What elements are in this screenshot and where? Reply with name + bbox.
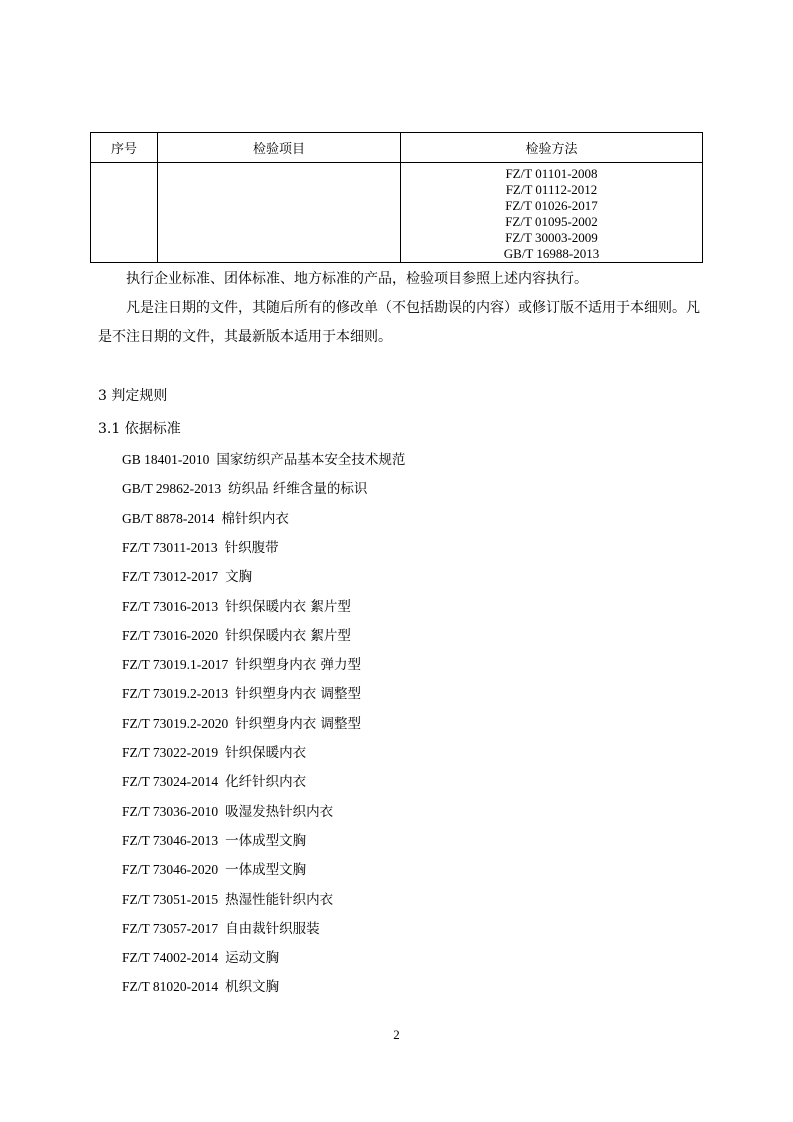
standard-title: 针织保暖内衣 絮片型 — [225, 598, 351, 615]
standard-item — [122, 858, 306, 878]
inspection-table — [90, 132, 703, 263]
method-standard: FZ/T 01112-2012 — [505, 182, 598, 197]
standard-code: FZ/T 73011-2013 — [122, 539, 218, 555]
standard-title: 运动文胸 — [225, 950, 280, 967]
standard-title: 化纤针织内衣 — [225, 774, 307, 791]
standard-item — [122, 712, 361, 732]
standard-item — [122, 741, 306, 761]
method-standard: FZ/T 01026-2017 — [505, 198, 598, 213]
standard-item — [122, 595, 351, 615]
standard-code: FZ/T 73051-2015 — [122, 891, 219, 907]
standard-code: FZ/T 74002-2014 — [122, 950, 219, 966]
cell-methods — [401, 163, 703, 263]
standard-code: FZ/T 73024-2014 — [122, 774, 219, 790]
standard-item — [122, 477, 367, 497]
paragraph: 凡是注日期的文件，其随后所有的修改单（不包括勘误的内容）或修订版不适用于本细则。凡 — [126, 300, 700, 316]
standard-title: 一体成型文胸 — [225, 862, 307, 879]
standard-code: GB 18401-2010 — [122, 452, 210, 467]
method-standard: FZ/T 01101-2008 — [505, 166, 598, 181]
standard-title: 针织保暖内衣 — [225, 745, 307, 761]
standard-code: FZ/T 73019.2-2013 — [122, 686, 229, 702]
method-standard: FZ/T 01095-2002 — [505, 214, 598, 229]
cell-serial — [91, 163, 158, 263]
subsection-heading: 3.1 依据标准 — [98, 421, 181, 437]
table-row — [91, 163, 703, 263]
standard-code: FZ/T 73036-2010 — [122, 803, 219, 819]
standard-code: FZ/T 73019.2-2020 — [122, 715, 229, 731]
standard-item — [122, 448, 405, 468]
standard-code: FZ/T 73046-2013 — [122, 832, 219, 848]
standard-item — [122, 536, 279, 556]
page-number: 2 — [393, 1027, 400, 1042]
standard-item — [122, 770, 306, 790]
standard-title: 针织保暖内衣 絮片型 — [225, 627, 351, 644]
standard-code: FZ/T 73012-2017 — [122, 569, 219, 585]
standard-item — [122, 975, 279, 995]
standard-title: 热湿性能针织内衣 — [225, 891, 334, 908]
standard-code: FZ/T 73016-2013 — [122, 598, 219, 614]
header-method: 检验方法 — [401, 133, 703, 163]
standard-code: FZ/T 73022-2019 — [122, 745, 219, 760]
standard-item — [122, 682, 361, 702]
standard-item — [122, 624, 351, 644]
standard-title: 针织塑身内衣 弹力型 — [235, 657, 362, 674]
standard-code: GB/T 8878-2014 — [122, 510, 215, 526]
standard-code: FZ/T 73057-2017 — [122, 920, 219, 936]
standard-item — [122, 946, 279, 966]
standard-title: 棉针织内衣 — [221, 510, 289, 527]
standard-item — [122, 829, 306, 849]
standard-item — [122, 800, 333, 820]
standard-title: 吸湿发热针织内衣 — [225, 803, 334, 820]
paragraph: 执行企业标准、团体标准、地方标准的产品，检验项目参照上述内容执行。 — [126, 271, 588, 287]
standard-title: 纺织品 纤维含量的标识 — [228, 481, 368, 498]
standard-title: 机织文胸 — [225, 979, 280, 996]
standard-item — [122, 653, 361, 673]
method-standard: GB/T 16988-2013 — [503, 246, 600, 261]
method-standard: FZ/T 30003-2009 — [505, 230, 598, 245]
standard-item — [122, 507, 289, 527]
table-header-row — [91, 133, 703, 163]
standard-title: 自由裁针织服装 — [225, 920, 320, 937]
standard-title: 针织腹带 — [224, 539, 279, 556]
standard-title: 针织塑身内衣 调整型 — [235, 715, 362, 732]
header-item: 检验项目 — [158, 133, 401, 163]
cell-item — [158, 163, 401, 263]
section-heading: 3 判定规则 — [98, 388, 168, 404]
standard-code: FZ/T 73019.1-2017 — [122, 657, 229, 673]
standard-code: FZ/T 73016-2020 — [122, 627, 219, 643]
standard-title: 文胸 — [225, 569, 253, 586]
standard-title: 国家纺织产品基本安全技术规范 — [216, 452, 406, 468]
paragraph: 是不注日期的文件，其最新版本适用于本细则。 — [98, 329, 392, 345]
standard-item — [122, 888, 333, 908]
standard-title: 针织塑身内衣 调整型 — [235, 686, 362, 703]
standard-title: 一体成型文胸 — [225, 832, 307, 849]
standard-code: GB/T 29862-2013 — [122, 481, 222, 497]
standard-code: FZ/T 81020-2014 — [122, 979, 219, 995]
standard-item — [122, 565, 252, 585]
standard-item — [122, 917, 320, 937]
header-serial: 序号 — [91, 133, 158, 163]
standard-code: FZ/T 73046-2020 — [122, 862, 219, 878]
